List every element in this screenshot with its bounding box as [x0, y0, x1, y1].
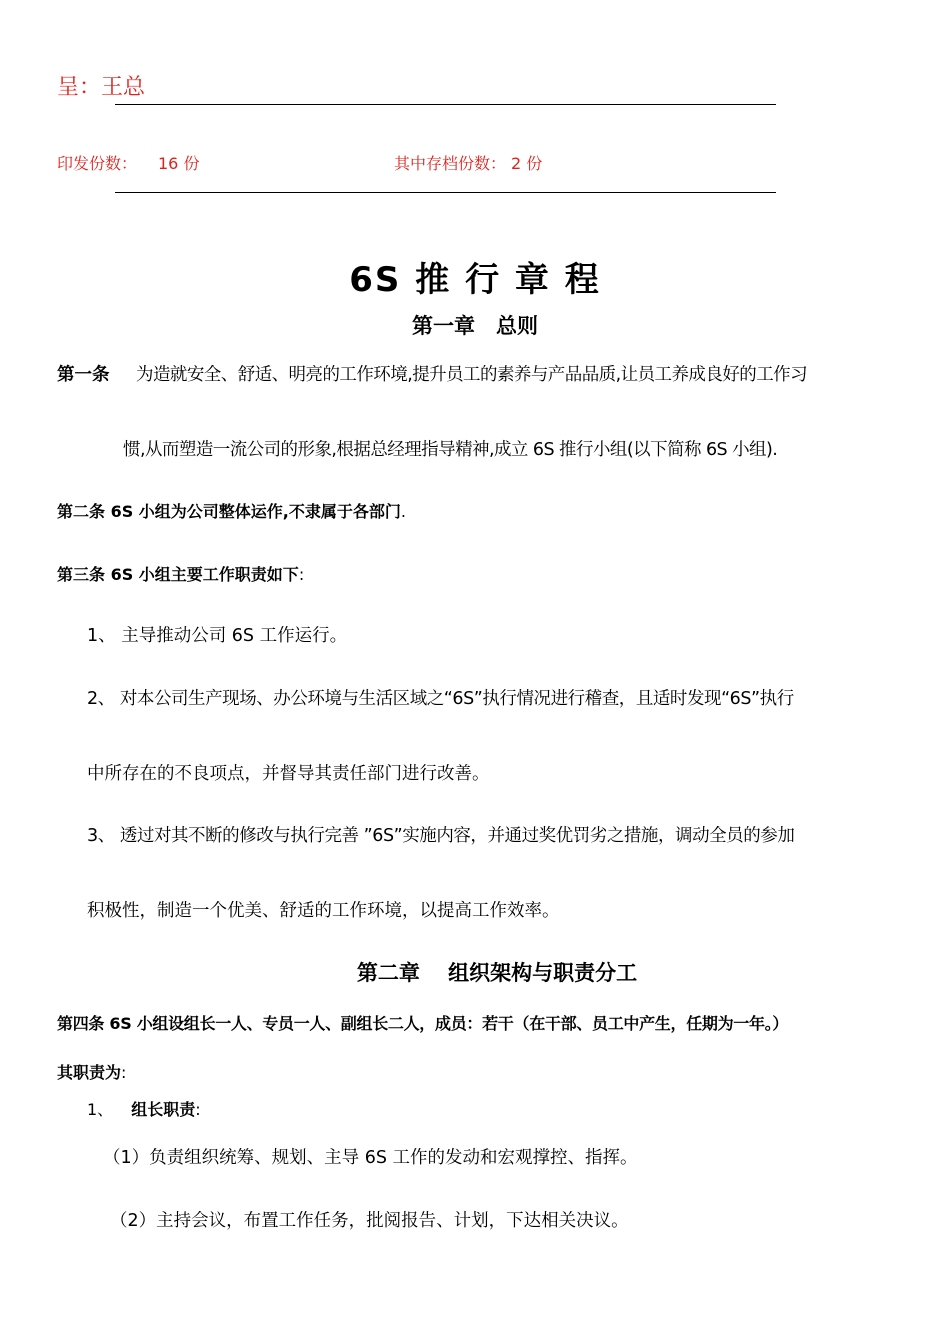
article2-text: 第二条 6S 小组为公司整体运作,不隶属于各部门: [57, 502, 401, 521]
article3-item3-line1: 3、 透过对其不断的修改与执行完善 ”6S”实施内容，并通过奖优罚劣之措施，调动全员的参加: [87, 826, 795, 846]
leader-duties-text: 组长职责: [131, 1100, 196, 1119]
copies-value: 16 份: [158, 154, 200, 173]
recipient-line: 呈：王总: [57, 75, 146, 100]
article4: 第四条 6S 小组设组长一人、专员一人、副组长二人，成员：若干（在干部、员工中产生，任期为一年。）: [57, 1014, 789, 1033]
article2-tail: .: [400, 502, 406, 521]
archive-label: 其中存档份数：: [394, 154, 507, 173]
document-title: 6S 推 行 章 程: [349, 260, 601, 300]
article2: [57, 499, 406, 522]
chapter1-heading: 第一章 总则: [412, 314, 538, 338]
leader-duties-tail: :: [195, 1100, 201, 1119]
leader-duty-1: （1）负责组织统筹、规划、主导 6S 工作的发动和宏观撑控、指挥。: [103, 1148, 638, 1168]
copies-label: 印发份数：: [57, 154, 138, 173]
article3-item3-line2: 积极性，制造一个优美、舒适的工作环境，以提高工作效率。: [87, 901, 560, 921]
article3-item1: 1、 主导推动公司 6S 工作运行。: [87, 626, 348, 646]
article3-tail: :: [298, 565, 305, 584]
article3-item2-line1: 2、 对本公司生产现场、办公环境与生活区域之“6S”执行情况进行稽查，且适时发现“6S”执行: [87, 689, 794, 709]
article3-text: 第三条 6S 小组主要工作职责如下: [57, 565, 299, 584]
article1-label: 第一条: [57, 365, 110, 385]
leader-number: 1、: [87, 1100, 114, 1119]
duties-text: 其职责为: [57, 1063, 122, 1082]
archive-value: 2 份: [511, 154, 543, 173]
article1-line1: 为造就安全、舒适、明亮的工作环境,提升员工的素养与产品品质,让员工养成良好的工作习: [136, 365, 808, 385]
leader-duties-heading: [87, 1097, 201, 1120]
header-divider-top: [115, 104, 776, 105]
header-divider-bottom: [115, 192, 776, 193]
duties-tail: :: [121, 1063, 127, 1082]
leader-duty-2: （2）主持会议，布置工作任务，批阅报告、计划，下达相关决议。: [110, 1211, 629, 1231]
article3-item2-line2: 中所存在的不良项点，并督导其责任部门进行改善。: [87, 764, 490, 784]
chapter2-heading: 第二章 组织架构与职责分工: [356, 961, 638, 985]
article3: [57, 562, 304, 585]
duties-heading: [57, 1060, 126, 1083]
article1-line2: 惯,从而塑造一流公司的形象,根据总经理指导精神,成立 6S 推行小组(以下简称 6S 小组).: [123, 440, 778, 460]
